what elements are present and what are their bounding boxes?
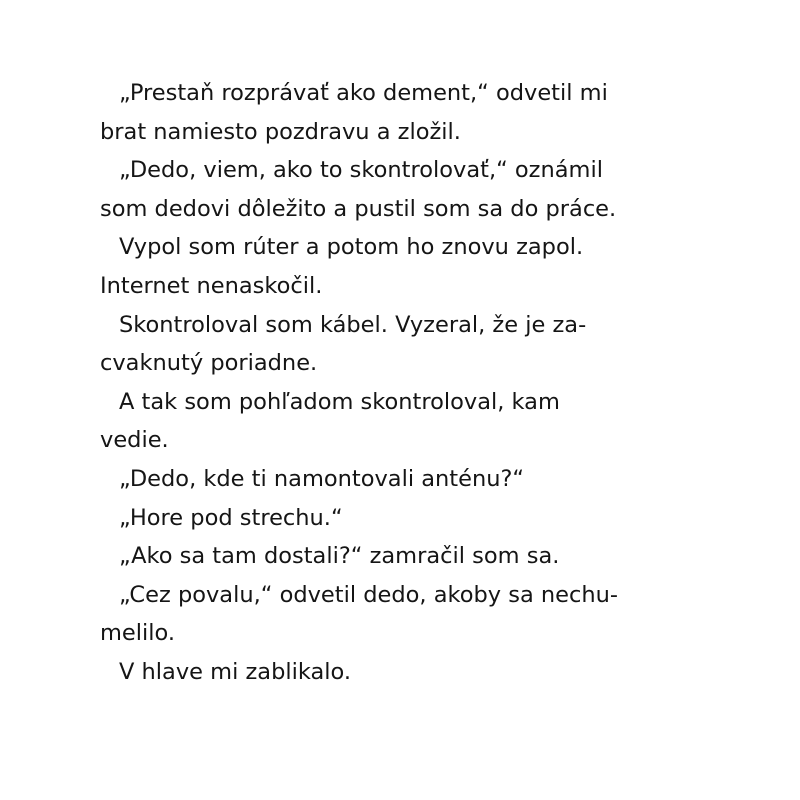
text-line: vedie. bbox=[100, 427, 169, 454]
text-line: V hlave mi zablikalo. bbox=[119, 658, 352, 685]
text-line: „Prestaň rozprávať ako dement,“ odvetil mi bbox=[119, 80, 608, 106]
text-line: Skontroloval som kábel. Vyzeral, že je za- bbox=[119, 311, 587, 338]
text-line: som dedovi dôležito a pustil som sa do práce. bbox=[100, 195, 617, 222]
text-line: brat namiesto pozdravu a zložil. bbox=[100, 118, 461, 145]
text-line: „Dedo, viem, ako to skontrolovať,“ oznámil bbox=[119, 157, 603, 184]
text-line: „Dedo, kde ti namontovali anténu?“ bbox=[119, 465, 525, 492]
text-line: Internet nenaskočil. bbox=[100, 272, 323, 299]
text-line: Vypol som rúter a potom ho znovu zapol. bbox=[119, 234, 584, 261]
text-line: „Ako sa tam dostali?“ zamračil som sa. bbox=[119, 543, 560, 570]
text-line: „Hore pod strechu.“ bbox=[119, 504, 343, 531]
text-line: cvaknutý poriadne. bbox=[100, 350, 318, 377]
text-line: melilo. bbox=[100, 620, 176, 647]
text-block bbox=[100, 74, 700, 692]
text-line: A tak som pohľadom skontroloval, kam bbox=[119, 388, 560, 415]
text-line: „Cez povalu,“ odvetil dedo, akoby sa nechu- bbox=[119, 581, 619, 608]
